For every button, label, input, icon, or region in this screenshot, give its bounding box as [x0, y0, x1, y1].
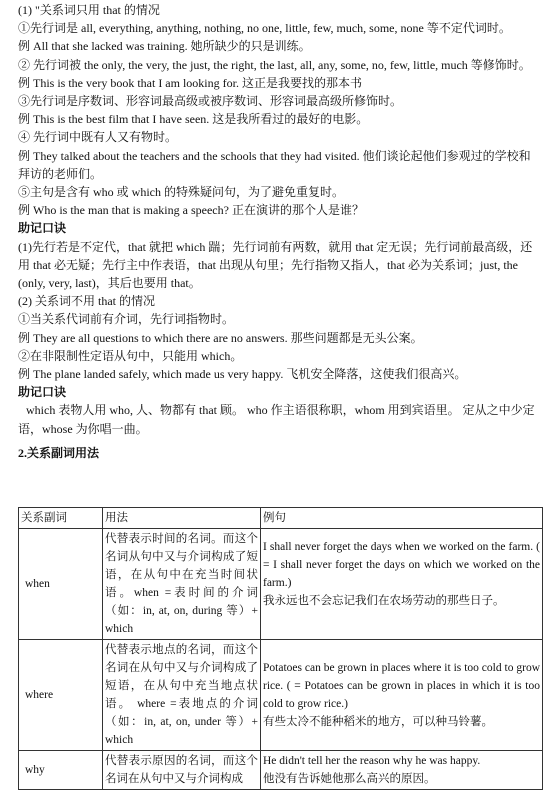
rule-4: ④ 先行词中既有人又有物时。: [18, 130, 178, 145]
heading-that-not: (2) 关系词不用 that 的情况: [18, 294, 155, 309]
table-row: [19, 751, 543, 790]
example-5: 例 Who is the man that is making a speech? 正在演讲的那个人是谁？: [18, 203, 364, 218]
mnemonic-text-2: which 表物人用 who, 人、物都有 that 顾。 who 作主语很称职，whom 用到宾语里。 定从之中少定语，whose 为你唱一曲。: [18, 403, 535, 436]
header-usage: 用法: [103, 508, 261, 529]
usage-cell: 代替表示地点的名词，而这个名词在从句中又与介词构成了短语，在从句中充当地点状语。 where =表地点的介词（如：in, at, on, under 等）+ which: [103, 640, 261, 751]
rule-6: ①当关系代词前有介词，先行词指物时。: [18, 312, 235, 327]
rule-7: ②在非限制性定语从句中，只能用 which。: [18, 348, 243, 363]
heading-that-only: (1) "关系词只用 that 的情况: [18, 3, 160, 17]
header-adverb: 关系副词: [19, 508, 103, 529]
usage-cell: 代替表示原因的名词，而这个名词在从句中又与介词构成: [103, 751, 261, 790]
table-header-row: [19, 508, 543, 529]
mnemonic-heading-2: 助记口诀: [18, 385, 67, 400]
example-1: 例 All that she lacked was training. 她所缺少的只是训练。: [18, 39, 311, 54]
example-6: 例 They are all questions to which there are no answers. 那些问题都是无头公案。: [18, 330, 423, 345]
mnemonic-text-1: (1)先行若是不定代，that 就把 which 踹；先行词前有两数，就用 that 定无误；先行词前最高级，还用 that 必无疑；先行主中作表语，that 出现从句里；先行指物又指人，that 必为关系词；just, the (only, very, last)，其后也要用 that。: [18, 239, 533, 291]
document-page: [18, 0, 542, 462]
adverb-cell: where: [19, 640, 103, 751]
example-english: I shall never forget the days when we worked on the farm. ( = I shall never forget the days on which we worked on the farm.): [263, 541, 540, 589]
example-4: 例 They talked about the teachers and the schools that they had visited. 他们谈论起他们参观过的学校和拜访的老师们。: [18, 148, 531, 181]
rule-5: ⑤主句是含有 who 或 which 的特殊疑问句，为了避免重复时。: [18, 185, 344, 200]
example-7: 例 The plane landed safely, which made us very happy. 飞机安全降落，这使我们很高兴。: [18, 367, 467, 382]
rule-1: ①先行词是 all, everything, anything, nothing, no one, little, few, much, some, none 等不定代词时。: [18, 21, 511, 36]
rule-3: ③先行词是序数词、形容词最高级或被序数词、形容词最高级所修饰时。: [18, 94, 403, 109]
example-cell: [261, 529, 543, 640]
rule-2: ② 先行词被 the only, the very, the just, the right, the last, all, any, some, no, few, little, much 等修饰时。: [18, 57, 531, 72]
adverb-cell: why: [19, 751, 103, 790]
usage-cell: 代替表示时间的名词。而这个名词从句中又与介词构成了短语，在从句中在充当时间状语。when =表时间的介词（如：in, at, on, during 等）+ which: [103, 529, 261, 640]
example-english: Potatoes can be grown in places where it is too cold to grow rice. ( = Potatoes can be grown in places in which it is too cold to grow rice.): [263, 662, 540, 710]
example-chinese: 有些太冷不能种稻米的地方，可以种马铃薯。: [263, 716, 493, 728]
example-chinese: 他没有告诉她他那么高兴的原因。: [263, 773, 436, 785]
table-row: [19, 640, 543, 751]
example-2: 例 This is the very book that I am looking for. 这正是我要找的那本书: [18, 75, 362, 90]
mnemonic-heading-1: 助记口诀: [18, 221, 67, 236]
example-3: 例 This is the best film that I have seen. 这是我所看过的最好的电影。: [18, 112, 369, 127]
table-row: [19, 529, 543, 640]
header-example: 例句: [261, 508, 543, 529]
example-cell: [261, 751, 543, 790]
relative-adverb-table: [18, 507, 543, 790]
section-title: 2.关系副词用法: [18, 445, 100, 460]
example-cell: [261, 640, 543, 751]
example-english: He didn't tell her the reason why he was happy.: [263, 755, 481, 767]
example-chinese: 我永远也不会忘记我们在农场劳动的那些日子。: [263, 595, 505, 607]
adverb-cell: when: [19, 529, 103, 640]
